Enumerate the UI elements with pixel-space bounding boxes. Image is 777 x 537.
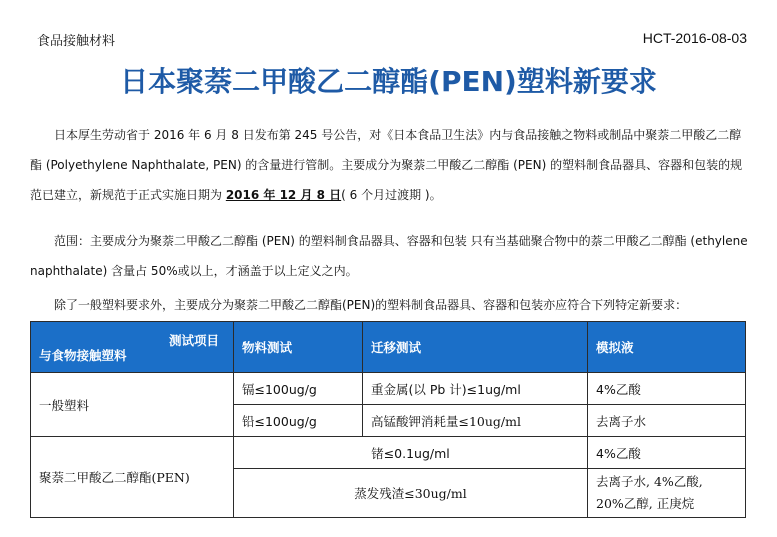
simulant-deionized-water: 去离子水 (588, 405, 746, 437)
paragraph-scope: 范围：主要成分为聚萘二甲酸乙二醇酯 (PEN) 的塑料制食品器具、容器和包装 只有当基础聚合物中的萘二甲酸乙二醇酯 (ethylene naphthalate) 含量占 50%或以上，才涵盖于以上定义之内。 (30, 234, 748, 278)
header-simulant: 模拟液 (588, 322, 746, 373)
table-header-row (31, 322, 746, 373)
simulant-list-line-1: 去离子水, 4%乙酸, (596, 474, 703, 489)
simulant-acetic-acid: 4%乙酸 (588, 373, 746, 405)
pen-label: 聚萘二甲酸乙二醇酯(PEN) (31, 437, 234, 518)
header-material-test: 物料测试 (234, 322, 363, 373)
cadmium-limit: 镉≤100ug/g (234, 373, 363, 405)
transition-note: ( 6 个月过渡期 )。 (341, 188, 442, 202)
header-migration-test: 迁移测试 (363, 322, 588, 373)
document-category: 食品接触材料 (37, 34, 116, 49)
paragraph-announcement (30, 120, 750, 210)
paragraph-requirements-intro: 除了一般塑料要求外，主要成分为聚萘二甲酸乙二醇酯(PEN)的塑料制食品器具、容器和包装亦应符合下列特定新要求： (54, 298, 688, 312)
header-food-contact-plastic: 与食物接触塑料 (39, 348, 127, 363)
pen-simulant-list (588, 469, 746, 518)
pen-simulant-acetic-acid: 4%乙酸 (588, 437, 746, 469)
evaporation-residue-limit: 蒸发残渣≤30ug/ml (234, 469, 588, 518)
table-row (31, 373, 746, 405)
page-title: 日本聚萘二甲酸乙二醇酯(PEN)塑料新要求 (120, 65, 657, 98)
germanium-limit: 锗≤0.1ug/ml (234, 437, 588, 469)
lead-limit: 铅≤100ug/g (234, 405, 363, 437)
effective-date: 2016 年 12 月 8 日 (225, 188, 342, 202)
simulant-list-line-2: 20%乙醇, 正庚烷 (596, 496, 695, 511)
heavy-metal-limit: 重金属(以 Pb 计)≤1ug/ml (363, 373, 588, 405)
requirements-table (30, 321, 746, 518)
general-plastic-label: 一般塑料 (31, 373, 234, 437)
announcement-text: 日本厚生劳动省于 2016 年 6 月 8 日发布第 245 号公告，对《日本食品卫生法》内与食品接触之物料或制品中聚萘二甲酸乙二醇酯 (Polyethylene Naphthalate, PEN) 的含量进行管制。主要成分为聚萘二甲酸乙二醇酯 (PEN) 的塑料制食品器具、容器和包装的规范已建立，新规范于正式实施日期为 (30, 128, 743, 202)
kmno4-consumption-limit: 高锰酸钾消耗量≤10ug/ml (363, 405, 588, 437)
table-header-diagonal (31, 322, 234, 373)
document-code: HCT-2016-08-03 (642, 30, 747, 46)
table-row (31, 437, 746, 469)
header-test-item: 测试项目 (168, 333, 219, 348)
